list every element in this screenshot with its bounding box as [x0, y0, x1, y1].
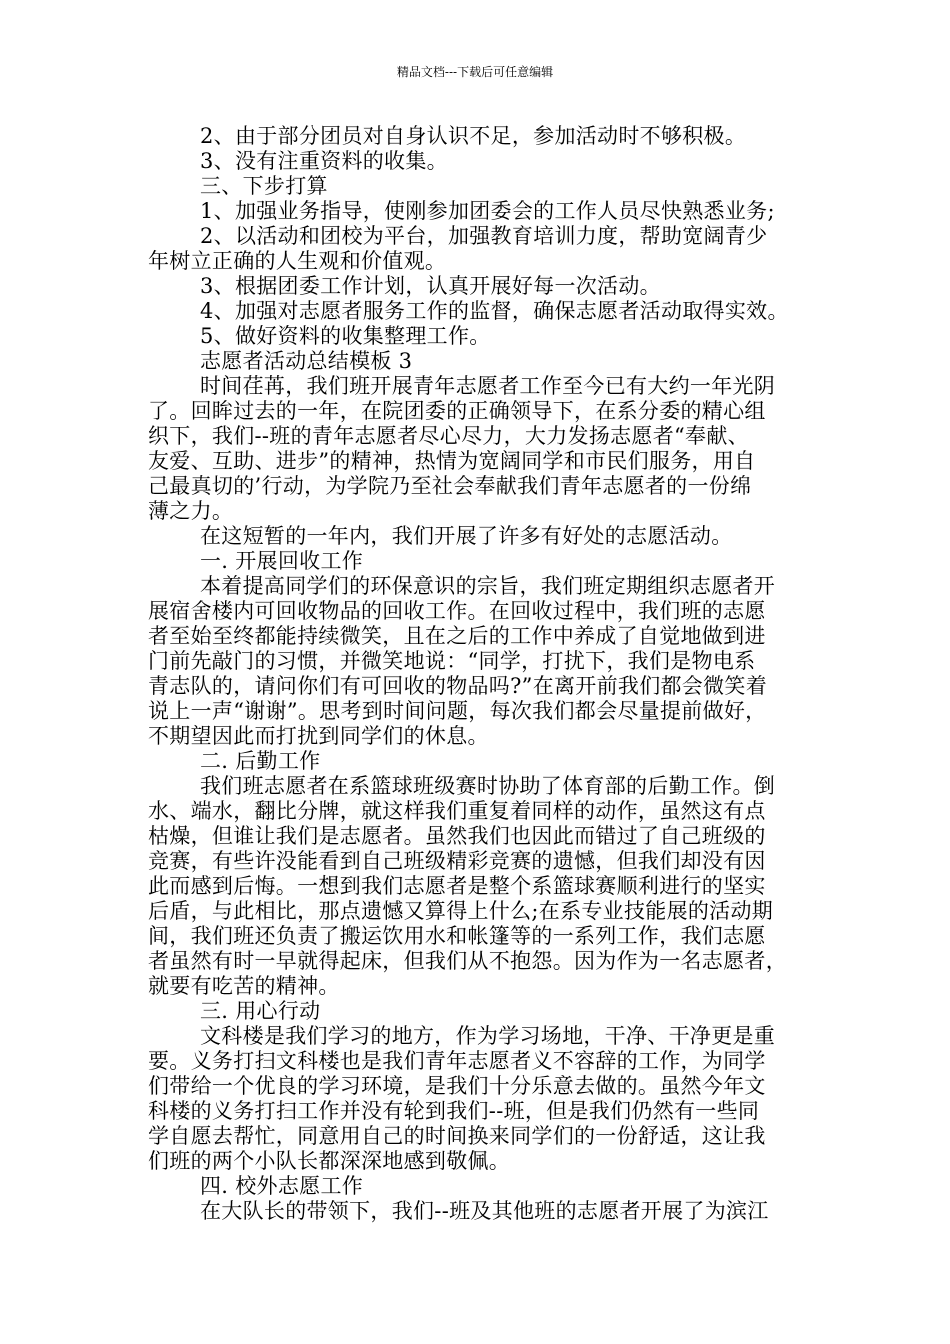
text-line: 青志队的，请问你们有可回收的物品吗?”在离开前我们都会微笑着	[148, 674, 767, 698]
text-line: 了。回眸过去的一年，在院团委的正确领导下，在系分委的精心组	[148, 399, 766, 423]
text-line: 学自愿去帮忙，同意用自己的时间换来同学们的一份舒适，这让我	[148, 1124, 766, 1148]
text-line: 己最真切的’行动，为学院乃至社会奉献我们青年志愿者的一份绵	[148, 474, 752, 498]
text-line: 后盾，与此相比，那点遗憾又算得上什么;在系专业技能展的活动期	[148, 899, 774, 923]
text-line: 展宿舍楼内可回收物品的回收工作。在回收过程中，我们班的志愿	[148, 599, 766, 623]
text-line: 年树立正确的人生观和价值观。	[148, 249, 447, 273]
text-line: 此而感到后悔。一想到我们志愿者是整个系篮球赛顺利进行的坚实	[148, 874, 766, 898]
text-line: 在这短暂的一年内，我们开展了许多有好处的志愿活动。	[200, 524, 733, 548]
text-line: 们带给一个优良的学习环境，是我们十分乐意去做的。虽然今年文	[148, 1074, 766, 1098]
text-line: 织下，我们--班的青年志愿者尽心尽力，大力发扬志愿者“奉献、	[148, 424, 749, 448]
text-line: 薄之力。	[148, 499, 234, 523]
text-line: 在大队长的带领下，我们--班及其他班的志愿者开展了为滨江	[200, 1199, 769, 1223]
text-line: 友爱、互助、进步”的精神，热情为宽阔同学和市民们服务，用自	[148, 449, 756, 473]
text-line: 们班的两个小队长都深深地感到敬佩。	[148, 1149, 511, 1173]
text-line: 2、以活动和团校为平台，加强教育培训力度，帮助宽阔青少	[200, 224, 768, 248]
text-line: 者至始至终都能持续微笑，且在之后的工作中养成了自觉地做到进	[148, 624, 766, 648]
text-line: 1、加强业务指导，使刚参加团委会的工作人员尽快熟悉业务;	[200, 199, 775, 223]
text-line: 三. 用心行动	[200, 999, 321, 1023]
text-line: 3、没有注重资料的收集。	[200, 149, 448, 173]
text-line: 2、由于部分团员对自身认识不足，参加活动时不够积极。	[200, 124, 747, 148]
text-line: 枯燥，但谁让我们是志愿者。虽然我们也因此而错过了自己班级的	[148, 824, 766, 848]
document-body	[148, 124, 808, 1224]
text-line: 竞赛，有些许没能看到自己班级精彩竞赛的遗憾，但我们却没有因	[148, 849, 766, 873]
text-line: 5、做好资料的收集整理工作。	[200, 324, 491, 348]
text-line: 3、根据团委工作计划，认真开展好每一次活动。	[200, 274, 661, 298]
text-line: 说上一声“谢谢”。思考到时间问题，每次我们都会尽量提前做好，	[148, 699, 767, 723]
text-line: 本着提高同学们的环保意识的宗旨，我们班定期组织志愿者开	[200, 574, 776, 598]
text-line: 不期望因此而打扰到同学们的休息。	[148, 724, 489, 748]
text-line: 我们班志愿者在系篮球班级赛时协助了体育部的后勤工作。倒	[200, 774, 776, 798]
page-header: 精品文档---下载后可任意编辑	[396, 65, 554, 79]
text-line: 二. 后勤工作	[200, 749, 321, 773]
text-line: 就要有吃苦的精神。	[148, 974, 340, 998]
text-line: 4、加强对志愿者服务工作的监督，确保志愿者活动取得实效。	[200, 299, 789, 323]
text-line: 门前先敲门的习惯，并微笑地说：“同学，打扰下，我们是物电系	[148, 649, 756, 673]
text-line: 志愿者活动总结模板 3	[200, 349, 413, 373]
text-line: 时间荏苒，我们班开展青年志愿者工作至今已有大约一年光阴	[200, 374, 776, 398]
text-line: 三、下步打算	[200, 174, 328, 198]
text-line: 者虽然有时一早就得起床，但我们从不抱怨。因为作为一名志愿者，	[148, 949, 787, 973]
text-line: 科楼的义务打扫工作并没有轮到我们--班，但是我们仍然有一些同	[148, 1099, 760, 1123]
text-line: 水、端水，翻比分牌，就这样我们重复着同样的动作，虽然这有点	[148, 799, 766, 823]
text-line: 间，我们班还负责了搬运饮用水和帐篷等的一系列工作，我们志愿	[148, 924, 766, 948]
text-line: 文科楼是我们学习的地方，作为学习场地，干净、干净更是重	[200, 1024, 776, 1048]
text-line: 一. 开展回收工作	[200, 549, 364, 573]
text-line: 四. 校外志愿工作	[200, 1174, 364, 1198]
text-line: 要。义务打扫文科楼也是我们青年志愿者义不容辞的工作，为同学	[148, 1049, 766, 1073]
